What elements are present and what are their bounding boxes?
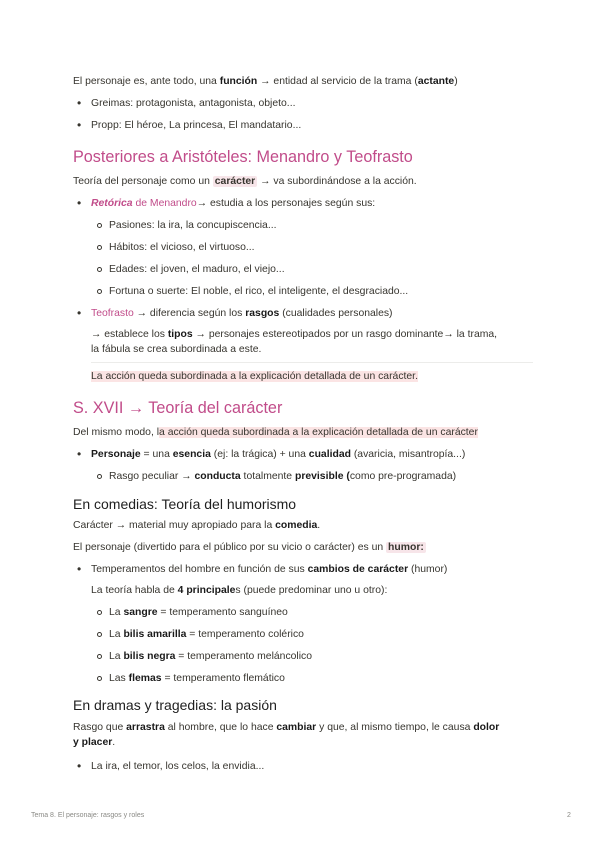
section2-sublist (91, 469, 533, 484)
section4-paragraph: Rasgo que arrastra al hombre, que lo hace cambiar y que, al mismo tiempo, le causa dolor y placer. (73, 722, 500, 748)
intro-paragraph: El personaje es, ante todo, una función → entidad al servicio de la trama (actante) (73, 76, 458, 87)
section2-list (73, 447, 533, 462)
sublist-item: Pasiones: la ira, la concupiscencia... (91, 218, 533, 233)
list-item-personaje: • Personaje = una esencia (ej: la trágica) + una cualidad (avaricia, misantropía...) (73, 447, 533, 462)
sublist-item: Fortuna o suerte: El noble, el rico, el inteligente, el desgraciado... (91, 284, 533, 299)
callout-quote: La acción queda subordinada a la explicación detallada de un carácter. (91, 371, 418, 382)
temperamentos-line-2: La teoría habla de 4 principales (puede predominar uno u otro): (91, 585, 388, 596)
teofrasto-line-3: la fábula se crea subordinada a este. (91, 344, 262, 355)
divider (91, 362, 533, 363)
sublist-item: La bilis negra = temperamento meláncolico (91, 649, 533, 664)
sublist-item: Las flemas = temperamento flemático (91, 671, 533, 686)
humors-sublist (91, 605, 533, 686)
section2-paragraph: Del mismo modo, la acción queda subordinada a la explicación detallada de un carácter (73, 427, 478, 438)
section1-list-2 (73, 306, 533, 321)
section3-list (73, 562, 533, 577)
footer-title: Tema 8. El personaje: rasgos y roles (31, 812, 145, 819)
section3-paragraph-1: Carácter → material muy apropiado para la comedia. (73, 520, 321, 531)
section3-paragraph-2: El personaje (divertido para el público por su vicio o carácter) es un humor: (73, 542, 424, 553)
list-item: • Greimas: protagonista, antagonista, objeto... (73, 96, 533, 111)
list-item-menandro: • Retórica de Menandro→ estudia a los personajes según sus: (73, 196, 533, 211)
sublist-item: La sangre = temperamento sanguíneo (91, 605, 533, 620)
section-heading-dramas: En dramas y tragedias: la pasión (73, 697, 277, 713)
sublist-item: La bilis amarilla = temperamento colérico (91, 627, 533, 642)
intro-list (73, 96, 533, 133)
section1-paragraph: Teoría del personaje como un carácter → va subordinándose a la acción. (73, 176, 417, 187)
footer-page-number: 2 (567, 812, 571, 819)
sublist-item: Rasgo peculiar → conducta totalmente previsible (como pre-programada) (91, 469, 533, 484)
term-funcion: función (219, 76, 258, 87)
term-actante: actante (417, 76, 455, 87)
sublist-item: Edades: el joven, el maduro, el viejo... (91, 262, 533, 277)
list-item-teofrasto: • Teofrasto → diferencia según los rasgos (cualidades personales) (73, 306, 533, 321)
section1-list (73, 196, 533, 211)
section-heading-posteriores: Posteriores a Aristóteles: Menandro y Teofrasto (73, 148, 413, 166)
section4-list (73, 759, 533, 774)
section-heading-comedias: En comedias: Teoría del humorismo (73, 496, 297, 512)
section-heading-xvii: S. XVII → Teoría del carácter (73, 399, 283, 417)
list-item: • Propp: El héroe, La princesa, El mandatario... (73, 118, 533, 133)
list-item: • La ira, el temor, los celos, la envidia... (73, 759, 533, 774)
teofrasto-line-2: → establece los tipos → personajes estereotipados por un rasgo dominante→ la trama, (91, 329, 498, 340)
list-item-temperamentos: • Temperamentos del hombre en función de sus cambios de carácter (humor) (73, 562, 533, 577)
sublist-item: Hábitos: el vicioso, el virtuoso... (91, 240, 533, 255)
menandro-sublist (91, 218, 533, 299)
